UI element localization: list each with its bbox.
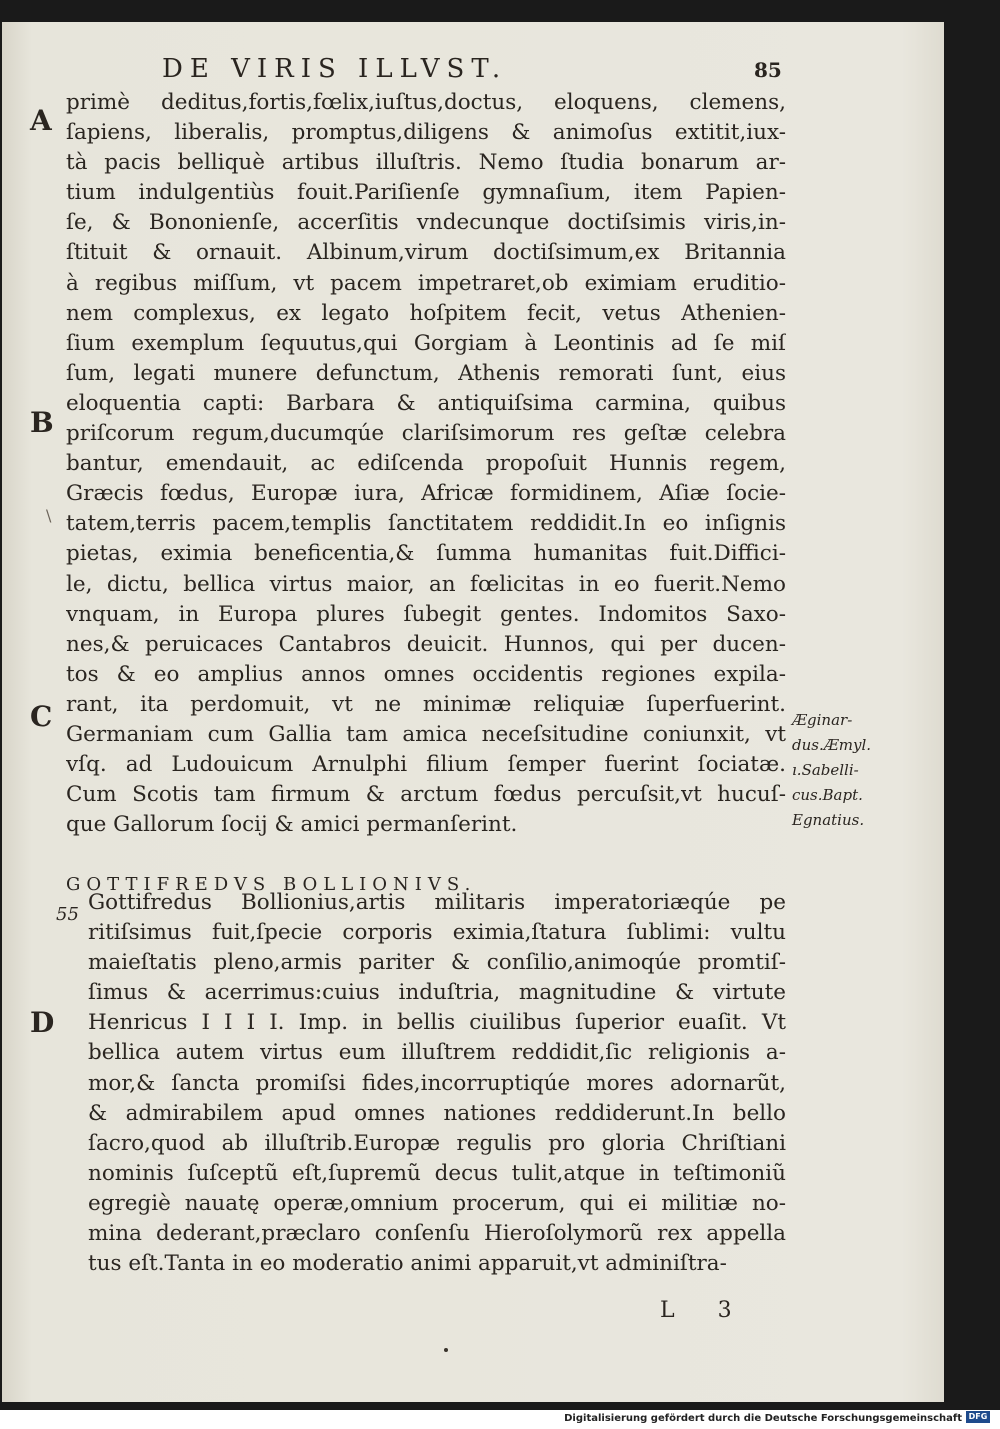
margin-note-line: Æginar‑ <box>792 711 853 729</box>
text-line: vnquam, in Europa plures ſubegit gentes. Indomitos Saxo- <box>66 601 786 627</box>
text-line: nes,& peruicaces Cantabros deuicit. Hunnos, qui per ducen- <box>66 631 786 657</box>
text-line: priſcorum regum,ducumqúe clariſsimorum res geſtæ celebra <box>66 421 786 447</box>
paragraph-charlemagne <box>66 88 786 840</box>
page-number: 85 <box>754 58 782 82</box>
marker-a: A <box>30 104 52 137</box>
marker-d: D <box>30 1006 55 1039</box>
footer-credit: Digitalisierung gefördert durch die Deutsche Forschungsgemeinschaft <box>564 1413 962 1424</box>
text-line: mina dederant,præclaro conſenſu Hieroſolymorũ rex appella <box>88 1221 786 1247</box>
text-line: tium indulgentiùs fouit.Pariſienſe gymnaſium, item Papien- <box>66 180 786 206</box>
margin-note-line: ı.Sabelli‑ <box>792 761 859 779</box>
text-line: tos & eo amplius annos omnes occidentis regiones expila- <box>66 661 786 687</box>
text-line: ritiſsimus fuit,ſpecie corporis eximia,ſtatura ſublimi: vultu <box>88 920 786 946</box>
text-line: ſe, & Bononienſe, accerſitis vndecunque doctiſsimis viris,in- <box>66 210 786 236</box>
margin-note-line: Egnatius. <box>792 811 865 829</box>
text-line: pietas, eximia beneficentia,& ſumma humanitas fuit.Diffici- <box>66 541 786 567</box>
text-line: rant, ita perdomuit, vt ne minimæ reliquiæ ſuperfuerint. <box>66 691 786 717</box>
text-line: Græcis fœdus, Europæ iura, Africæ formidinem, Aſiæ ſocie- <box>66 481 786 507</box>
text-line: le, dictu, bellica virtus maior, an fœlicitas in eo fuerit.Nemo <box>66 571 786 597</box>
text-line: ſimus & acerrimus:cuius induſtria, magnitudine & virtute <box>88 980 786 1006</box>
text-line: ſium exemplum ſequutus,qui Gorgiam à Leontinis ad ſe miſ <box>66 330 786 356</box>
text-line: bantur, emendauit, ac ediſcenda propoſuit Hunnis regem, <box>66 451 786 477</box>
marker-c: C <box>30 700 53 733</box>
section-number: 55 <box>56 904 79 925</box>
text-line: ſtituit & ornauit. Albinum,virum doctiſsimum,ex Britannia <box>66 240 786 266</box>
text-line: tatem,terris pacem,templis ſanctitatem reddidit.In eo inſignis <box>66 511 786 537</box>
margin-note-sources <box>792 708 902 833</box>
book-page <box>2 22 944 1402</box>
paragraph-gottifredus <box>88 888 786 1279</box>
text-line: ſapiens, liberalis, promptus,diligens & animoſus extitit,iux- <box>66 120 786 146</box>
text-line: Henricus I I I I. Imp. in bellis ciuilibus ſuperior euaſit. Vt <box>88 1010 786 1036</box>
text-line: bellica autem virtus eum illuſtrem reddidit,ſic religionis a- <box>88 1040 786 1066</box>
text-line: egregiè nauatę operæ,omnium procerum, qui ei militiæ no- <box>88 1190 786 1216</box>
text-line: tus eſt.Tanta in eo moderatio animi apparuit,vt adminiſtra- <box>88 1251 727 1277</box>
text-line: primè deditus,fortis,fœlix,iuſtus,doctus, eloquens, clemens, <box>66 90 786 115</box>
text-line: mor,& ſancta promiſsi fides,incorruptiqúe mores adornarũt, <box>88 1070 786 1096</box>
margin-note-line: cus.Bapt. <box>792 786 863 804</box>
text-line: maieſtatis pleno,armis pariter & conſilio,animoqúe promtiſ- <box>88 950 786 976</box>
section-title: GOTTIFREDVS BOLLIONIVS. <box>66 874 477 895</box>
stray-mark: \ <box>46 506 52 525</box>
text-line: nem complexus, ex legato hoſpitem fecit, vetus Athenien- <box>66 300 786 326</box>
text-line: & admirabilem apud omnes nationes reddiderunt.In bello <box>88 1100 786 1126</box>
text-line: nominis ſuſceptũ eſt,ſupremũ decus tulit,atque in teſtimoniũ <box>88 1160 786 1186</box>
text-line: à regibus miſſum, vt pacem impetraret,ob eximiam eruditio- <box>66 270 786 296</box>
text-line: Cum Scotis tam firmum & arctum fœdus percuſsit,vt hucuſ- <box>66 782 786 808</box>
ink-dot <box>444 1348 448 1352</box>
text-line: ſum, legati munere defunctum, Athenis remorati ſunt, eius <box>66 360 786 386</box>
text-line: Germaniam cum Gallia tam amica neceſsitudine coniunxit, vt <box>66 721 786 747</box>
text-line: que Gallorum ſocij & amici permanſerint. <box>66 812 518 838</box>
text-line: eloquentia capti: Barbara & antiquiſsima carmina, quibus <box>66 390 786 416</box>
margin-note-line: dus.Æmyl. <box>792 736 872 754</box>
running-header: DE VIRIS ILLVST. <box>162 54 508 84</box>
signature-mark: L 3 <box>660 1298 750 1323</box>
dfg-logo: DFG <box>966 1411 990 1423</box>
text-line: ſacro,quod ab illuſtrib.Europæ regulis pro gloria Chriſtiani <box>88 1130 786 1156</box>
text-line: tà pacis belliquè artibus illuſtris. Nemo ſtudia bonarum ar- <box>66 150 786 176</box>
text-line: Gottifredus Bollionius,artis militaris imperatoriæqúe pe <box>88 890 786 915</box>
text-line: vſq. ad Ludouicum Arnulphi filium ſemper fuerint ſociatæ. <box>66 752 786 778</box>
marker-b: B <box>30 406 54 439</box>
